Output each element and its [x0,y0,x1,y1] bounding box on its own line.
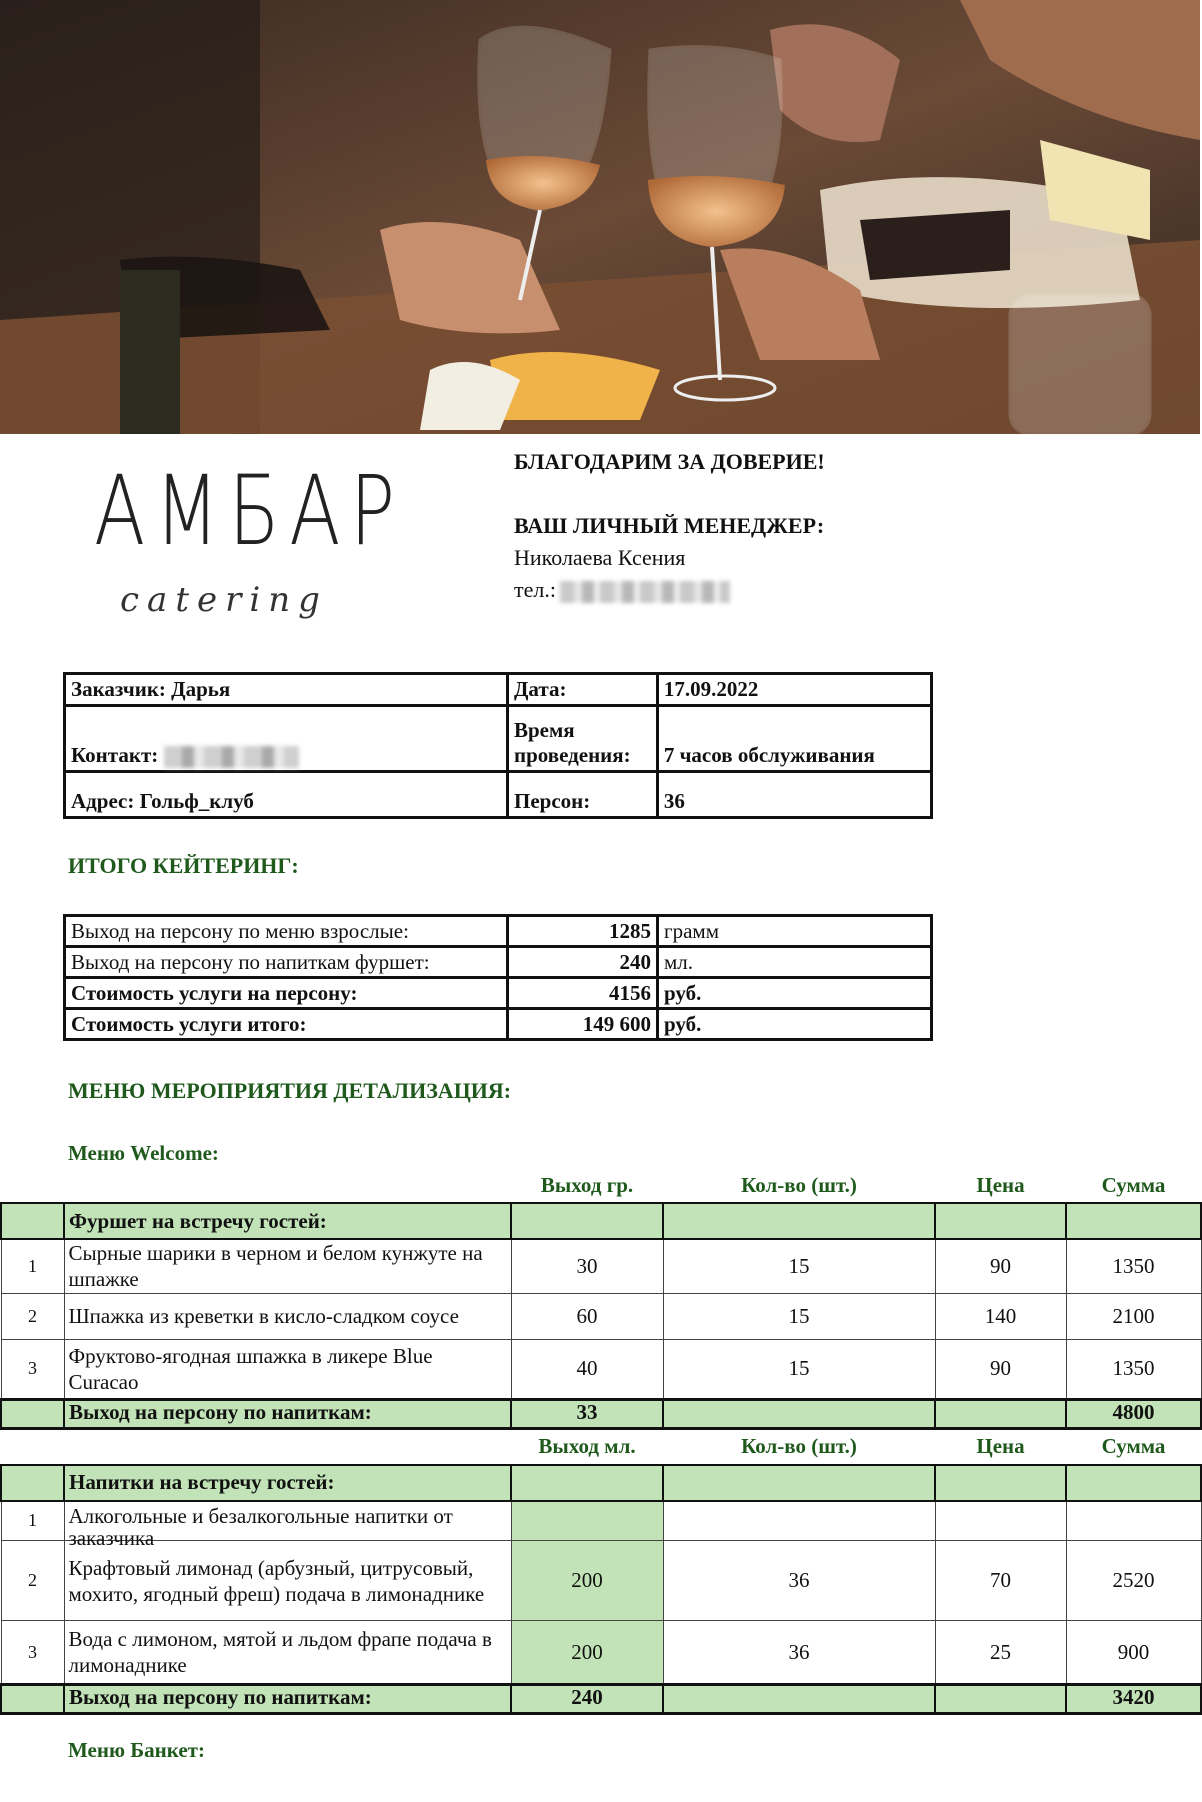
column-header: Выход гр. [540,1172,634,1197]
time-label [507,706,657,772]
time-label-line1: Время [513,718,575,742]
item-name: Крафтовый лимонад (арбузный, цитрусовый, мохито, ягодный фреш) подача в лимонаднике [64,1541,511,1621]
column-header: Кол-во (шт.) [741,1434,857,1458]
manager-name: Николаева Ксения [514,545,686,570]
item-quantity: 36 [663,1621,935,1685]
totals-row [65,947,932,978]
item-name: Вода с лимоном, мятой и льдом фрапе подача в лимонаднике [64,1621,511,1685]
date-value: 17.09.2022 [657,674,931,706]
manager-label: ВАШ ЛИЧНЫЙ МЕНЕДЖЕР: [514,513,825,538]
empty-cell [1,1203,64,1239]
menu-table [0,1168,1202,1715]
phone-label: тел.: [514,577,556,602]
table-row [1,1239,1201,1293]
totals-row [65,1009,932,1040]
manager-phone [514,574,825,606]
item-quantity: 36 [663,1541,935,1621]
row-number: 1 [1,1501,64,1541]
persons-value: 36 [657,772,931,818]
empty-cell [1,1399,64,1428]
row-number: 2 [1,1293,64,1339]
contact-cell [65,706,508,772]
summary-sum: 4800 [1066,1399,1201,1428]
column-header: Сумма [1101,1434,1166,1458]
logo-script: catering [120,580,328,620]
item-price: 25 [935,1621,1066,1685]
column-header: Кол-во (шт.) [741,1172,857,1197]
empty-cell [935,1465,1066,1501]
redacted-contact [164,746,299,768]
table-row [1,1501,1201,1541]
summary-label: Выход на персону по напиткам: [64,1399,511,1428]
address-cell: Адрес: Гольф_клуб [65,772,508,818]
item-price: 90 [935,1239,1066,1293]
totals-label: Стоимость услуги итого: [65,1009,508,1040]
totals-heading: ИТОГО КЕЙТЕРИНГ: [68,853,299,878]
empty-cell [935,1203,1066,1239]
totals-unit: грамм [657,916,931,947]
row-number: 2 [1,1541,64,1621]
summary-sum: 3420 [1066,1685,1201,1714]
section-title: Фуршет на встречу гостей: [64,1203,511,1239]
hero-photo [0,0,1200,434]
empty-cell [64,1428,511,1465]
welcome-heading: Меню Welcome: [68,1141,219,1165]
order-info-table [63,672,933,819]
item-output [511,1501,663,1541]
item-output: 40 [511,1339,663,1399]
column-header: Сумма [1101,1172,1166,1197]
empty-cell [1,1685,64,1714]
empty-cell [64,1168,511,1203]
banquet-heading: Меню Банкет: [68,1738,205,1762]
empty-cell [663,1465,935,1501]
time-value: 7 часов обслуживания [657,706,931,772]
persons-label: Персон: [507,772,657,818]
customer-cell: Заказчик: Дарья [65,674,508,706]
contact-label: Контакт: [71,742,159,767]
row-number: 3 [1,1339,64,1399]
item-name: Фруктово-ягодная шпажка в ликере Blue Curacao [64,1339,511,1399]
thanks-title: БЛАГОДАРИМ ЗА ДОВЕРИЕ! [514,449,825,474]
drinks-section-row [1,1465,1201,1501]
totals-row [65,916,932,947]
item-output: 200 [511,1541,663,1621]
item-quantity: 15 [663,1339,935,1399]
row-number: 3 [1,1621,64,1685]
row-number: 1 [1,1239,64,1293]
menu-heading: МЕНЮ МЕРОПРИЯТИЯ ДЕТАЛИЗАЦИЯ: [68,1078,512,1103]
drinks-column-headers [1,1428,1201,1465]
totals-label: Стоимость услуги на персону: [65,978,508,1009]
section-title: Напитки на встречу гостей: [64,1465,511,1501]
empty-cell [1,1428,64,1465]
empty-cell [663,1685,935,1714]
totals-value: 149 600 [508,1009,658,1040]
totals-value: 4156 [508,978,658,1009]
time-label-line2: проведения: [513,743,631,767]
date-label: Дата: [507,674,657,706]
totals-table [63,914,933,1041]
item-quantity: 15 [663,1293,935,1339]
item-sum: 2100 [1066,1293,1201,1339]
totals-unit: руб. [657,978,931,1009]
empty-cell [1,1168,64,1203]
summary-output: 33 [511,1399,663,1428]
totals-label: Выход на персону по напиткам фуршет: [65,947,508,978]
empty-cell [663,1203,935,1239]
item-sum: 2520 [1066,1541,1201,1621]
empty-cell [511,1203,663,1239]
table-row [1,1541,1201,1621]
totals-value: 240 [508,947,658,978]
totals-value: 1285 [508,916,658,947]
empty-cell [935,1685,1066,1714]
redacted-phone [560,581,730,603]
item-sum: 1350 [1066,1339,1201,1399]
column-header: Выход мл. [538,1434,636,1458]
wine-toast-photo [0,0,1200,434]
empty-cell [935,1399,1066,1428]
company-logo [80,455,405,645]
item-quantity: 15 [663,1239,935,1293]
totals-unit: мл. [657,947,931,978]
item-output: 200 [511,1621,663,1685]
item-price: 90 [935,1339,1066,1399]
logo-wordmark: АМБАР [94,455,405,567]
table-row [1,1621,1201,1685]
empty-cell [1,1465,64,1501]
item-sum [1066,1501,1201,1541]
empty-cell [511,1465,663,1501]
totals-label: Выход на персону по меню взрослые: [65,916,508,947]
column-header: Цена [976,1172,1025,1197]
item-quantity [663,1501,935,1541]
drinks-summary-row [1,1685,1201,1714]
item-output: 60 [511,1293,663,1339]
food-section-row [1,1203,1201,1239]
item-name: Сырные шарики в черном и белом кунжуте на шпажке [64,1239,511,1293]
item-price [935,1501,1066,1541]
food-summary-row [1,1399,1201,1428]
item-name: Алкогольные и безалкогольные напитки от заказчика [68,1503,453,1550]
table-row [1,1339,1201,1399]
thanks-block [514,446,825,606]
item-price: 140 [935,1293,1066,1339]
totals-row [65,978,932,1009]
item-name-cell [64,1501,511,1550]
item-sum: 900 [1066,1621,1201,1685]
item-output: 30 [511,1239,663,1293]
item-name: Шпажка из креветки в кисло-сладком соусе [64,1293,511,1339]
totals-unit: руб. [657,1009,931,1040]
item-sum: 1350 [1066,1239,1201,1293]
food-column-headers [1,1168,1201,1203]
summary-output: 240 [511,1685,663,1714]
item-price: 70 [935,1541,1066,1621]
summary-label: Выход на персону по напиткам: [64,1685,511,1714]
empty-cell [663,1399,935,1428]
table-row [1,1293,1201,1339]
column-header: Цена [976,1434,1025,1458]
empty-cell [1066,1203,1201,1239]
empty-cell [1066,1465,1201,1501]
